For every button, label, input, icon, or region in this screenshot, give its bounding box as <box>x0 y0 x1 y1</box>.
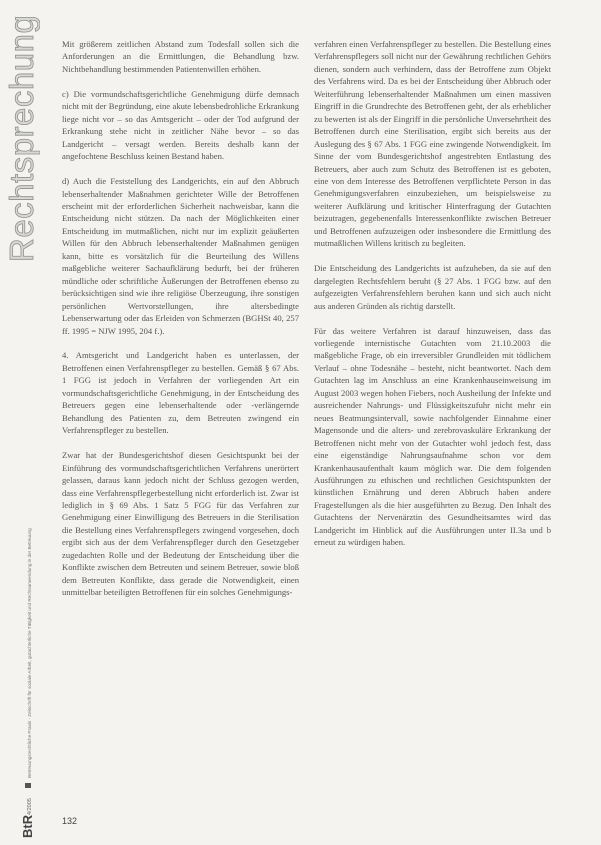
journal-caption: Betreuungsrechtliche Praxis · Zeitschrift für soziale Arbeit, gutachterliche Tätigkeit und Rechtsanwendung in der Betreuung <box>27 528 32 778</box>
paragraph: Die Entscheidung des Landgerichts ist aufzuheben, da sie auf den dargelegten Rechtsfehlern beruht (§ 27 Abs. 1 FGG bzw. auf den aufgezeigten Verfahrensfehlern beruhen kann und sich auch nicht aus anderen Gründen als richtig darstellt. <box>314 263 551 311</box>
paragraph: c) Die vormundschaftsgerichtliche Genehmigung dürfe demnach nicht mit der Begründung, eine akute lebensbedrohliche Erkrankung liege nicht vor – so das Amtsgericht – oder der Tod aufgrund der Erkrankung stehe nicht in zeitlicher Nähe bevor – so das Landgericht – versagt werden. Bereits deshalb kann der angefochtene Beschluss keinen Bestand haben. <box>62 88 299 162</box>
paragraph: 4. Amtsgericht und Landgericht haben es unterlassen, der Betroffenen einen Verfahrenspfleger zu bestellen. Gemäß § 67 Abs. 1 FGG ist jedoch in Verfahren der vorliegenden Art ein vormundschaftsgerichtliche Genehmigung, in der Entscheidung des Betreuers gegen eine lebenserhaltende oder -verlängernde Behandlung des Patienten zu, dem Betreuten zwingend ein Verfahrenspfleger zu bestellen. <box>62 350 299 436</box>
journal-strip-svg <box>20 440 36 840</box>
journal-separator-mark <box>25 783 31 788</box>
journal-issue: 4/2005 <box>27 798 33 815</box>
page-number: 132 <box>62 816 78 826</box>
journal-logo: BtR <box>20 814 35 838</box>
journal-side-strip <box>20 440 36 840</box>
section-title-svg <box>2 14 40 264</box>
paragraph: Zwar hat der Bundesgerichtshof diesen Gesichtspunkt bei der Einführung des vormundschaftsgerichtlichen Verfahrens unerörtert gelassen, daraus kann jedoch nicht der Schluss gezogen werden, dass eine Verfahrenspflegerbestellung nicht erforderlich ist. Zwar ist lediglich in § 69 Abs. 1 Satz 5 FGG für das Verfahren zur Genehmigung einer Einwilligung des Betreuers in die Sterilisation die Bestellung eines Verfahrenspflegers zwingend vorgesehen, doch ergibt sich aus der dem Verfahrenspfleger durch den Gesetzgeber zugedachten Rolle und der Bedeutung der Entscheidung über die Konflikte zwischen dem Betreuten und seinem Betreuer, sowie bloß dem Betreuten Konflikte, dass gerade die Notwendigkeit, einen unmittelbar beteiligten Betroffenen für ein solches Genehmigungs- <box>62 450 299 598</box>
right-text-column <box>314 38 551 561</box>
left-text-column <box>62 38 299 611</box>
paragraph: Mit größerem zeitlichen Abstand zum Todesfall sollen sich die Anforderungen an die Ermittlungen, die Behandlung bzw. Nichtbehandlung bestimmenden Patientenwillen erhöhen. <box>62 39 299 74</box>
section-title-vertical <box>2 14 40 264</box>
paragraph: d) Auch die Feststellung des Landgerichts, ein auf den Abbruch lebenserhaltender Maßnahmen gerichteter Wille der Betroffenen erscheint mit der erforderlichen Sicherheit nachweisbar, kann die Entscheidung nicht stützen. Da nach der Möglichkeiten einer Entscheidung im mutmaßlichen, nicht nur im explizit geäußerten Willen für den Abbruch lebenserhaltender Maßnahmen genügen kann, bitte es vorsätzlich für die Beurteilung des Willens maßgebliche weiterer Sachaufklärung bedurft, bei der früheren mündliche oder schriftliche Äußerungen der Betroffenen ebenso zu berücksichtigen sind wie ihre religiöse Überzeugung, ihre sonstigen persönlichen Wertvorstellungen, ihre altersbedingte Lebenserwartung oder das Erleiden von Schmerzen (BGHSt 40, 257 ff. 1995 = NJW 1995, 204 f.). <box>62 176 299 336</box>
paragraph: verfahren einen Verfahrenspfleger zu bestellen. Die Bestellung eines Verfahrenspflegers soll nicht nur der Gewährung rechtlichen Gehörs dienen, sondern auch verhindern, dass der Betroffene zum Objekt des Verfahrens wird. Da es bei der Entscheidung über Abbruch oder Weiterführung lebenserhaltender Maßnahmen um einen massiven Eingriff in die Grundrechte des Betroffenen geht, der als erheblicher zu bewerten ist als der Eingriff in die persönliche Unversehrtheit des Betroffenen durch eine Sterilisation, ergibt sich bereits aus der Auslegung des § 67 Abs. 1 FGG eine zwingende Notwendigkeit. Im Sinne der vom Bundesgerichtshof angestrebten Entlastung des Betreuers, aber auch zum Schutz des Betroffenen ist es geboten, eine von dem Interesse des Betroffenen verpflichtete Person in das Genehmigungsverfahren einzubeziehen, um beispielsweise zu weiterer Aufklärung und kritischer Hinterfragung der Gutachten beizutragen, gegebenenfalls Interessenkonflikte zwischen Betreuer und Betroffenen aufzuzeigen oder insbesondere die Ermittlung des mutmaßlichen Willens kritisch zu begleiten. <box>314 39 551 249</box>
section-title-text: Rechtsprechung <box>3 14 40 262</box>
paragraph: Für das weitere Verfahren ist darauf hinzuweisen, dass das vorliegende internistische Gutachten vom 21.10.2003 die maßgebliche Frage, ob ein irreversibler Grundleiden mit tödlichem Verlauf – ohne Todesnähe – besteht, nicht beantwortet. Nach dem Gutachten lag im Anschluss an eine Krankenhauseinweisung im August 2003 wegen hohen Fiebers, noch Ausheilung der Infekte und ausreichender Nahrungs- und Flüssigkeitszufuhr nicht mehr ein neues Beatmungsintervall, sowie nachfolgender Einnahme einer Magensonde und die alters- und zerebrovaskuläre Erkrankung der Betroffenen nicht mehr von der Gutachter wohl jedoch fest, dass eine eigenständige Nahrungsaufnahme schon vor dem Krankenhausaufenthalt kaum möglich war. Die dem folgenden Ausführungen zu ethischen und rechtlichen Gesichtspunkten der künstlichen Ernährung und deren Abbruch haben andere Fragestellungen als die hier ausgeführten zu Bezug. Den Inhalt des Gutachtens der Nervenärztin des Gesundheitsamtes wird das Landgericht im Hinblick auf die Ausführungen unter II.3a und b erneut zu würdigen haben. <box>314 325 551 548</box>
